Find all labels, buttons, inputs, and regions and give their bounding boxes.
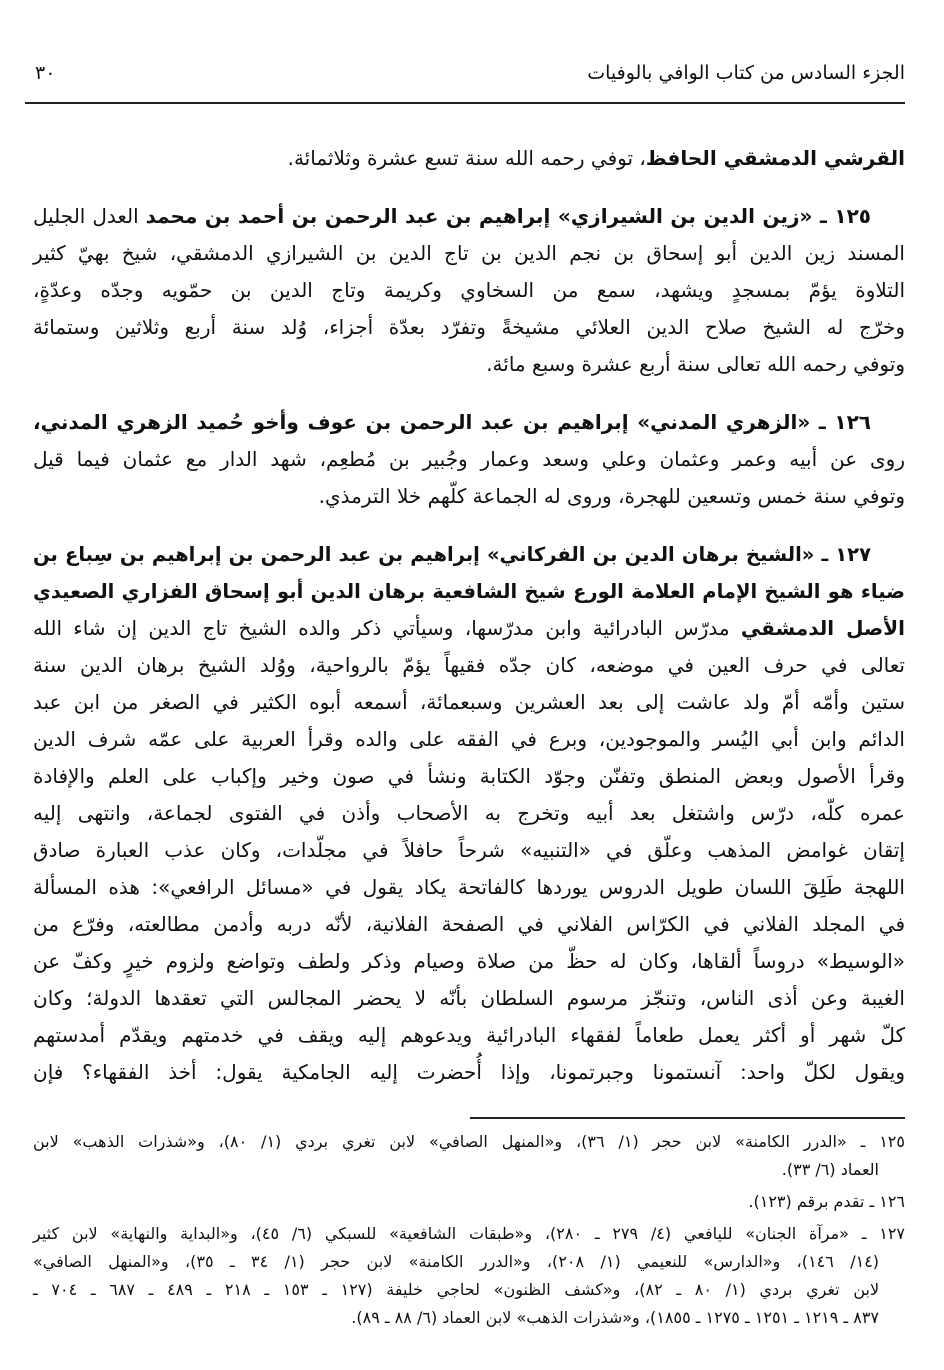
text-run: المسند زين الدين أبو إسحاق بن نجم الدين بن تاج الدين بن الشيرازي الدمشقي، شيخ بهيّ كثير <box>33 241 905 265</box>
text-line <box>33 441 905 478</box>
footnote-line: العماد (٦/ ٣٣). <box>781 1160 879 1179</box>
text-run: العدل الجليل <box>33 204 146 228</box>
footnote <box>33 1220 905 1332</box>
running-title: الجزء السادس من كتاب الوافي بالوفيات <box>587 62 905 84</box>
text-run: التلاوة يؤمّ بمسجدٍ ويشهد، سمع من السخاوي وكريمة وتاج الدين بن حمّويه وجدّه وعدّةٍ، <box>33 278 905 302</box>
text-line <box>33 795 905 832</box>
text-run: تعالى في حرف العين في موضعه، كان جدّه فقيهاً يؤمّ بالرواحية، ووُلد الشيخ برهان الدين سنة <box>33 653 905 677</box>
text-line <box>33 906 905 943</box>
text-line <box>33 198 905 235</box>
footnote-line: ١٢٦ ـ تقدم برقم (١٢٣). <box>748 1192 905 1211</box>
footnote-divider <box>470 1117 905 1119</box>
text-run: في المجلد الفلاني في الكرّاس الفلاني في الصفحة الفلانية، لأنّه دربه وأدمن مطالعته، وفرّع من <box>33 912 905 936</box>
bold-text: ١٢٥ ـ «زين الدين بن الشيرازي» إبراهيم بن عبد الرحمن بن أحمد بن محمد <box>145 204 871 228</box>
bold-text: ضياء هو الشيخ الإمام العلامة الورع شيخ الشافعية برهان الدين أبو إسحاق الفزاري الصعيدي <box>33 580 905 603</box>
bold-text: ١٢٦ ـ «الزهري المدني» إبراهيم بن عبد الرحمن بن عوف وأخو حُميد الزهري المدني، <box>33 410 871 434</box>
page-number: ٣٠ <box>35 62 56 84</box>
header-divider <box>25 102 905 104</box>
text-line <box>33 758 905 795</box>
text-run: وتوفي رحمه الله تعالى سنة أربع عشرة وسبع مائة. <box>486 352 905 376</box>
bold-text: ١٢٧ ـ «الشيخ برهان الدين بن الفركاني» إبراهيم بن عبد الرحمن بن إبراهيم بن سِباع بن <box>33 543 871 566</box>
text-line <box>33 573 905 610</box>
footnote <box>33 1188 905 1216</box>
text-line <box>33 346 905 383</box>
text-line <box>33 1017 905 1054</box>
text-line <box>33 980 905 1017</box>
text-line <box>33 647 905 684</box>
text-line <box>33 309 905 346</box>
bold-text: الأصل الدمشقي <box>740 616 905 640</box>
text-line <box>33 478 905 515</box>
footnote-line: لابن تغري بردي (١/ ٨٠ ـ ٨٢)، و«كشف الظنون» لحاجي خليفة (١٢٧ ـ ١٥٣ ـ ٢١٨ ـ ٤٨٩ ـ ٦٨٧ ـ ٧٠٤ ـ <box>33 1280 880 1299</box>
text-run: ، توفي رحمه الله سنة تسع عشرة وثلاثمائة. <box>287 146 646 170</box>
footnote <box>33 1128 905 1184</box>
text-run: ويقول لكلّ واحد: آنستمونا وجبرتمونا، وإذا أُحضرت إليه الجامكية يقول: أخذ الفقهاء؟ فإن <box>33 1060 905 1084</box>
text-run: روى عن أبيه وعمر وعثمان وعلي وسعد وعمار وجُبير بن مُطعِم، شهد الدار مع عثمان فيما قيل <box>33 447 905 471</box>
paragraph <box>33 404 905 515</box>
text-run: اللهجة طَلِقَ اللسان طويل الدروس يوردها كالفاتحة يكاد يقول في «مسائل الرافعي»: هذه المسألة <box>33 875 905 899</box>
text-line <box>33 610 905 647</box>
footnote-line: ٨٣٧ ـ ١٢١٩ ـ ١٢٥١ ـ ١٢٧٥ ـ ١٨٥٥)، و«شذرات الذهب» لابن العماد (٦/ ٨٨ ـ ٨٩). <box>351 1308 879 1327</box>
text-run: «الوسيط» دروساً ألقاها، وكان له حظّ من صلاة وصيام وذكر ولطف وتواضع ولزوم خيرٍ وكفّ عن <box>33 949 905 973</box>
footnotes <box>33 1128 905 1332</box>
text-line <box>33 235 905 272</box>
text-run: وقرأ الأصول وبعض المنطق وتفنّن وجوّد الكتابة ونشأ في صون وخير وإكباب على العلم والإفادة <box>33 764 905 788</box>
text-run: عمره كلّه، درّس واشتغل بعد أبيه وتخرج به الأصحاب وأذن في الفتوى لجماعة، وانتهى إليه <box>33 801 905 825</box>
footnote-line: (١٤/ ١٤٦)، و«الدارس» للنعيمي (١/ ٢٠٨)، و«الدرر الكامنة» لابن حجر (١/ ٣٤ ـ ٣٥)، و«المنهل الصافي» <box>33 1252 880 1271</box>
text-line <box>33 832 905 869</box>
text-line <box>33 684 905 721</box>
text-run: وتوفي سنة خمس وتسعين للهجرة، وروى له الجماعة كلّهم خلا الترمذي. <box>318 484 905 508</box>
text-run: الغيبة وعن أذى الناس، وتنجّز مرسوم السلطان بأنّه لا يحضر المجالس التي تعقدها الدولة؛ وكان <box>33 986 905 1010</box>
text-line <box>33 404 905 441</box>
footnote-line: ١٢٧ ـ «مرآة الجنان» لليافعي (٤/ ٢٧٩ ـ ٢٨٠)، و«طبقات الشافعية» للسبكي (٦/ ٤٥)، و«البداية والنهاية» لابن كثير <box>33 1224 906 1243</box>
text-run: كلّ شهر أو أكثر يعمل طعاماً لفقهاء البادرائية ويدعوهم إليه ويقف في خدمتهم ويقدّم أمدستهم <box>33 1023 905 1047</box>
text-line <box>33 943 905 980</box>
text-line <box>33 140 905 177</box>
text-line <box>33 272 905 309</box>
paragraph <box>33 536 905 1091</box>
text-line <box>33 869 905 906</box>
text-run: وخرّج له الشيخ صلاح الدين العلائي مشيخةً وتفرّد بعدّة أجزاء، وُلد سنة أربع وثلاثين وستمائة <box>33 315 905 339</box>
running-header <box>30 62 905 94</box>
footnote-line: ١٢٥ ـ «الدرر الكامنة» لابن حجر (١/ ٣٦)، و«المنهل الصافي» لابن تغري بردي (١/ ٨٠)، و«شذرات الذهب» لابن <box>33 1132 905 1151</box>
paragraph <box>33 198 905 383</box>
text-line <box>33 536 905 573</box>
text-run: مدرّس البادرائية وابن مدرّسها، وسيأتي ذكر والده الشيخ تاج الدين إن شاء الله <box>33 616 741 640</box>
bold-text: القرشي الدمشقي الحافظ <box>645 146 905 170</box>
text-run: الدائم وابن أبي اليُسر والموجودين، وبرع في الفقه على والده وقرأ العربية على عمّه شرف الدين <box>33 727 905 751</box>
text-line <box>33 721 905 758</box>
text-run: إتقان غوامض المذهب وعلّق في «التنبيه» شرحاً حافلاً في مجلّدات، وكان عذب العبارة صادق <box>33 838 905 862</box>
main-text <box>33 140 905 1091</box>
text-run: ستين وأمّه أمّ ولد عاشت إلى بعد العشرين وسبعمائة، أسمعه أبوه الكثير في الصغر من ابن عبد <box>33 690 905 714</box>
paragraph <box>33 140 905 177</box>
text-line <box>33 1054 905 1091</box>
